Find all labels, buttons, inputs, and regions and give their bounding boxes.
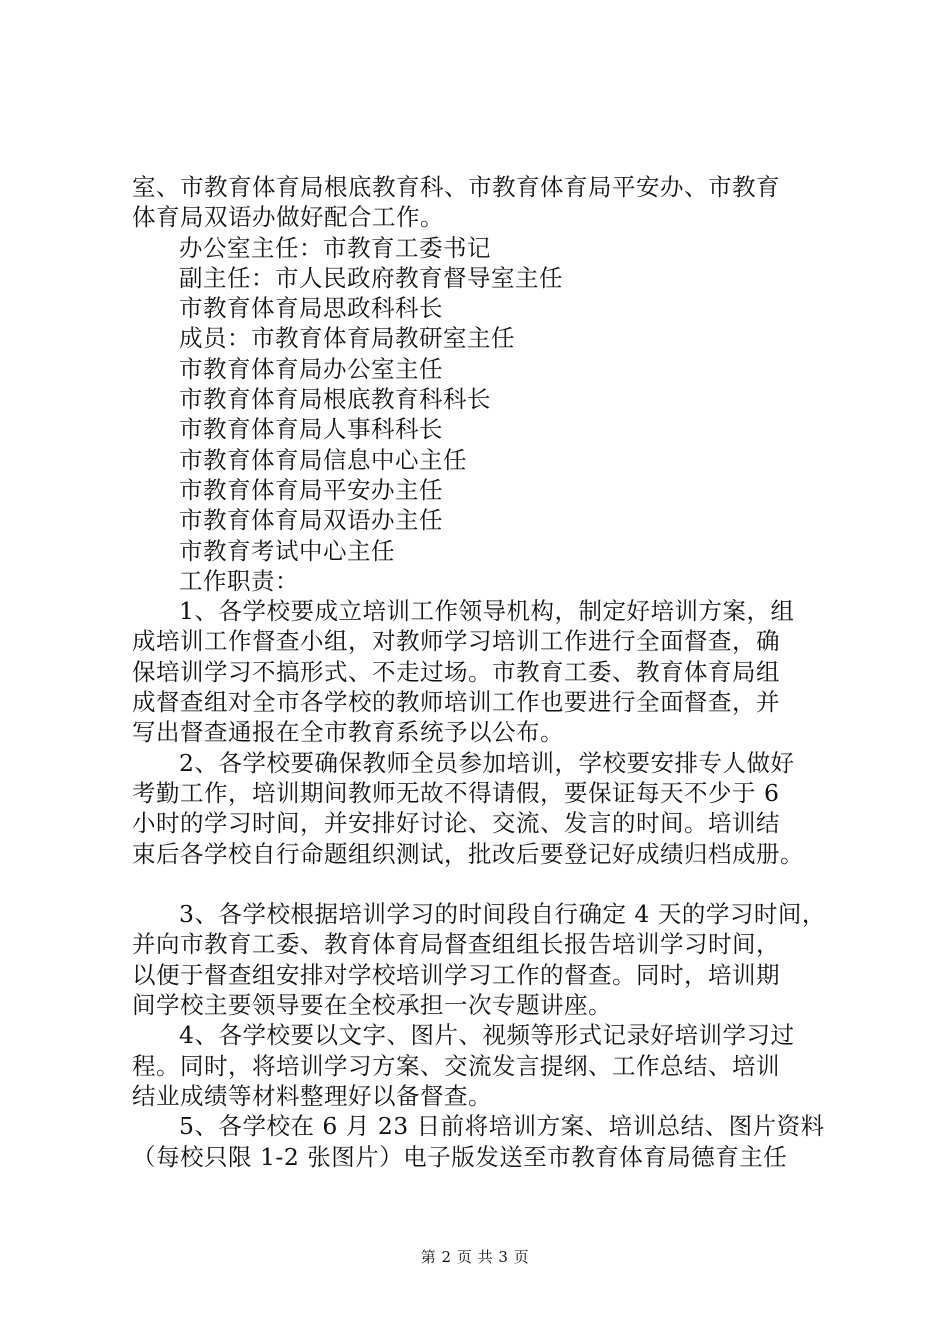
duty-1-line: 1、各学校要成立培训工作领导机构，制定好培训方案，组 (179, 597, 795, 626)
office-member-line: 市教育体育局人事科科长 (179, 415, 443, 444)
office-member-line: 市教育体育局平安办主任 (179, 475, 443, 504)
duty-2-line: 考勤工作，培训期间教师无故不得请假，要保证每天不少于 6 (132, 778, 780, 807)
duty-4-line: 结业成绩等材料整理好以备督查。 (132, 1081, 492, 1110)
duty-1-line: 成培训工作督查小组，对教师学习培训工作进行全面督查，确 (132, 627, 780, 656)
office-member-line: 市教育体育局双语办主任 (179, 506, 443, 535)
office-member-line: 市教育体育局根底教育科科长 (179, 385, 491, 414)
duty-3-line: 以便于督查组安排对学校培训学习工作的督查。同时，培训期 (132, 960, 780, 989)
intro-line: 体育局双语办做好配合工作。 (132, 203, 444, 232)
paragraph-gap (132, 869, 832, 899)
page-number-footer: 第 2 页 共 3 页 (420, 1248, 530, 1266)
duty-3-line: 间学校主要领导要在全校承担一次专题讲座。 (132, 991, 612, 1020)
office-member-line: 市教育体育局办公室主任 (179, 354, 443, 383)
intro-line: 室、市教育体育局根底教育科、市教育体育局平安办、市教育 (132, 173, 780, 201)
office-deputy-line: 副主任：市人民政府教育督导室主任 (179, 263, 563, 292)
duties-heading: 工作职责： (179, 566, 299, 595)
duty-2-line: 2、各学校要确保教师全员参加培训，学校要安排专人做好 (179, 748, 795, 777)
duty-2-line: 小时的学习时间，并安排好讨论、交流、发言的时间。培训结 (132, 809, 780, 838)
office-director-line: 办公室主任：市教育工委书记 (179, 233, 491, 262)
office-member-line: 市教育体育局信息中心主任 (179, 445, 467, 474)
office-member-line: 成员：市教育体育局教研室主任 (179, 324, 515, 353)
duty-2-line: 束后各学校自行命题组织测试，批改后要登记好成绩归档成册。 (132, 839, 804, 868)
office-member-line: 市教育考试中心主任 (179, 536, 395, 565)
duty-5-line: 5、各学校在 6 月 23 日前将培训方案、培训总结、图片资料 (179, 1112, 825, 1141)
duty-3-line: 并向市教育工委、教育体育局督查组组长报告培训学习时间， (132, 930, 780, 959)
duty-1-line: 写出督查通报在全市教育系统予以公布。 (132, 718, 564, 747)
document-body (132, 172, 832, 1172)
duty-4-line: 程。同时，将培训学习方案、交流发言提纲、工作总结、培训 (132, 1051, 780, 1080)
duty-1-line: 成督查组对全市各学校的教师培训工作也要进行全面督查，并 (132, 688, 780, 717)
duty-3-line: 3、各学校根据培训学习的时间段自行确定 4 天的学习时间， (179, 900, 826, 929)
duty-1-line: 保培训学习不搞形式、不走过场。市教育工委、教育体育局组 (132, 657, 780, 686)
office-member-line: 市教育体育局思政科科长 (179, 294, 443, 323)
duty-4-line: 4、各学校要以文字、图片、视频等形式记录好培训学习过 (179, 1021, 795, 1050)
duty-5-line: （每校只限 1-2 张图片）电子版发送至市教育体育局德育主任 (132, 1142, 788, 1171)
